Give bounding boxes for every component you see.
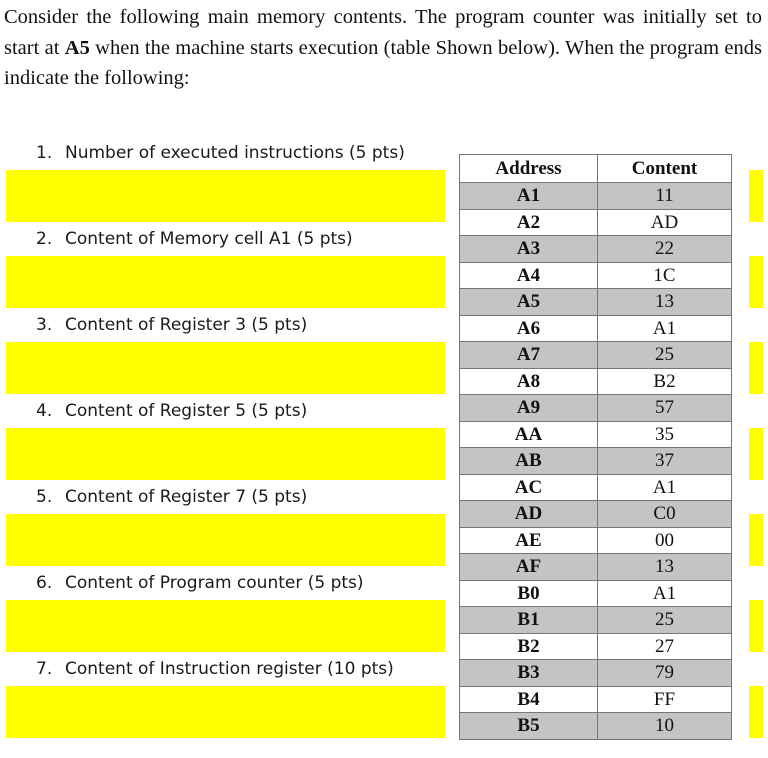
address-cell: AC bbox=[460, 474, 598, 501]
address-cell: AE bbox=[460, 527, 598, 554]
highlight-bar-4 bbox=[749, 428, 763, 480]
content-cell: FF bbox=[598, 686, 732, 713]
answer-box-2[interactable] bbox=[6, 256, 445, 308]
address-cell: A9 bbox=[460, 395, 598, 422]
question-6-label: 6. Content of Program counter (5 pts) bbox=[36, 573, 364, 593]
intro-text-part1: Consider the following main memory contents. The program counter was initially set to start at bbox=[4, 6, 762, 59]
content-cell: 1C bbox=[598, 262, 732, 289]
answer-box-4[interactable] bbox=[6, 428, 445, 480]
answer-box-5[interactable] bbox=[6, 514, 445, 566]
problem-statement bbox=[4, 2, 762, 94]
address-cell: A7 bbox=[460, 342, 598, 369]
question-7-label: 7. Content of Instruction register (10 pts) bbox=[36, 659, 394, 679]
question-2-label: 2. Content of Memory cell A1 (5 pts) bbox=[36, 229, 353, 249]
content-column-header: Content bbox=[598, 155, 732, 183]
content-cell: 22 bbox=[598, 236, 732, 263]
intro-text-part2: when the machine starts execution (table Shown below). When the program ends indicate the following: bbox=[4, 36, 762, 89]
address-cell: B1 bbox=[460, 607, 598, 634]
table-row bbox=[460, 262, 732, 289]
table-row bbox=[460, 395, 732, 422]
table-row bbox=[460, 236, 732, 263]
table-row bbox=[460, 448, 732, 475]
highlight-bar-5 bbox=[749, 514, 763, 566]
answer-box-6[interactable] bbox=[6, 600, 445, 652]
table-row bbox=[460, 660, 732, 687]
start-address: A5 bbox=[64, 36, 90, 59]
table-row bbox=[460, 501, 732, 528]
table-row bbox=[460, 421, 732, 448]
table-row bbox=[460, 686, 732, 713]
content-cell: A1 bbox=[598, 580, 732, 607]
answer-box-7[interactable] bbox=[6, 686, 445, 738]
address-column-header: Address bbox=[460, 155, 598, 183]
table-row bbox=[460, 713, 732, 740]
address-cell: B5 bbox=[460, 713, 598, 740]
content-cell: 25 bbox=[598, 342, 732, 369]
content-cell: 13 bbox=[598, 289, 732, 316]
content-cell: 00 bbox=[598, 527, 732, 554]
address-cell: A5 bbox=[460, 289, 598, 316]
address-cell: B4 bbox=[460, 686, 598, 713]
content-cell: 57 bbox=[598, 395, 732, 422]
address-cell: A4 bbox=[460, 262, 598, 289]
table-row bbox=[460, 183, 732, 210]
table-header-row bbox=[460, 155, 732, 183]
content-cell: A1 bbox=[598, 474, 732, 501]
table-row bbox=[460, 633, 732, 660]
highlight-bar-6 bbox=[749, 600, 763, 652]
content-cell: B2 bbox=[598, 368, 732, 395]
table-row bbox=[460, 474, 732, 501]
table-row bbox=[460, 607, 732, 634]
answer-box-3[interactable] bbox=[6, 342, 445, 394]
table-row bbox=[460, 527, 732, 554]
address-cell: AD bbox=[460, 501, 598, 528]
address-cell: A1 bbox=[460, 183, 598, 210]
question-1-label: 1. Number of executed instructions (5 pts) bbox=[36, 143, 405, 163]
address-cell: AB bbox=[460, 448, 598, 475]
highlight-bar-7 bbox=[749, 686, 763, 738]
address-cell: B0 bbox=[460, 580, 598, 607]
content-cell: 25 bbox=[598, 607, 732, 634]
content-cell: AD bbox=[598, 209, 732, 236]
address-cell: AF bbox=[460, 554, 598, 581]
address-cell: B3 bbox=[460, 660, 598, 687]
memory-table bbox=[459, 154, 732, 740]
content-cell: 35 bbox=[598, 421, 732, 448]
question-4-label: 4. Content of Register 5 (5 pts) bbox=[36, 401, 308, 421]
content-cell: C0 bbox=[598, 501, 732, 528]
table-row bbox=[460, 315, 732, 342]
address-cell: B2 bbox=[460, 633, 598, 660]
answer-box-1[interactable] bbox=[6, 170, 445, 222]
content-cell: 11 bbox=[598, 183, 732, 210]
question-3-label: 3. Content of Register 3 (5 pts) bbox=[36, 315, 308, 335]
address-cell: A6 bbox=[460, 315, 598, 342]
content-cell: 10 bbox=[598, 713, 732, 740]
table-row bbox=[460, 209, 732, 236]
content-cell: A1 bbox=[598, 315, 732, 342]
address-cell: A2 bbox=[460, 209, 598, 236]
content-cell: 79 bbox=[598, 660, 732, 687]
table-row bbox=[460, 342, 732, 369]
table-row bbox=[460, 580, 732, 607]
highlight-bar-1 bbox=[749, 170, 763, 222]
highlight-bar-2 bbox=[749, 256, 763, 308]
table-row bbox=[460, 554, 732, 581]
question-5-label: 5. Content of Register 7 (5 pts) bbox=[36, 487, 308, 507]
highlight-bar-3 bbox=[749, 342, 763, 394]
address-cell: AA bbox=[460, 421, 598, 448]
content-cell: 13 bbox=[598, 554, 732, 581]
table-row bbox=[460, 289, 732, 316]
table-row bbox=[460, 368, 732, 395]
content-cell: 37 bbox=[598, 448, 732, 475]
address-cell: A8 bbox=[460, 368, 598, 395]
content-cell: 27 bbox=[598, 633, 732, 660]
address-cell: A3 bbox=[460, 236, 598, 263]
